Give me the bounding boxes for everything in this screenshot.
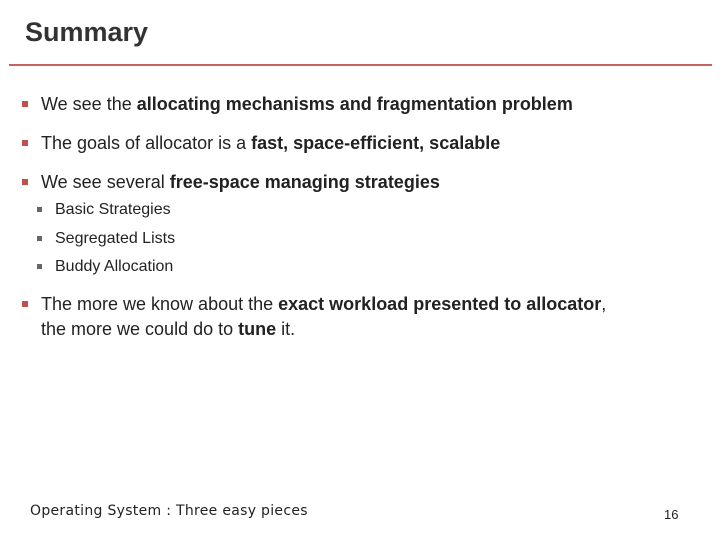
sub-bullet-square-icon — [37, 207, 42, 212]
page-number: 16 — [664, 507, 679, 522]
bullet-text: We see the allocating mechanisms and fragmentation problem — [41, 94, 573, 114]
bullet-square-icon — [22, 301, 28, 307]
sub-bullet-square-icon — [37, 236, 42, 241]
bullet-square-icon — [22, 140, 28, 146]
bullet-text: We see several free-space managing strategies — [41, 172, 440, 192]
bullet-text-line-1: The more we know about the exact workload presented to allocator, — [41, 294, 607, 314]
bullet-text: The goals of allocator is a fast, space-efficient, scalable — [41, 133, 501, 153]
sub-bullet-square-icon — [37, 264, 42, 269]
footer-text: Operating System : Three easy pieces — [30, 503, 308, 519]
bullet-text-line-2: the more we could do to tune it. — [41, 319, 296, 339]
slide-title: Summary — [25, 17, 149, 47]
bullet-square-icon — [22, 179, 28, 185]
bullet-square-icon — [22, 101, 28, 107]
title-divider — [9, 64, 712, 66]
